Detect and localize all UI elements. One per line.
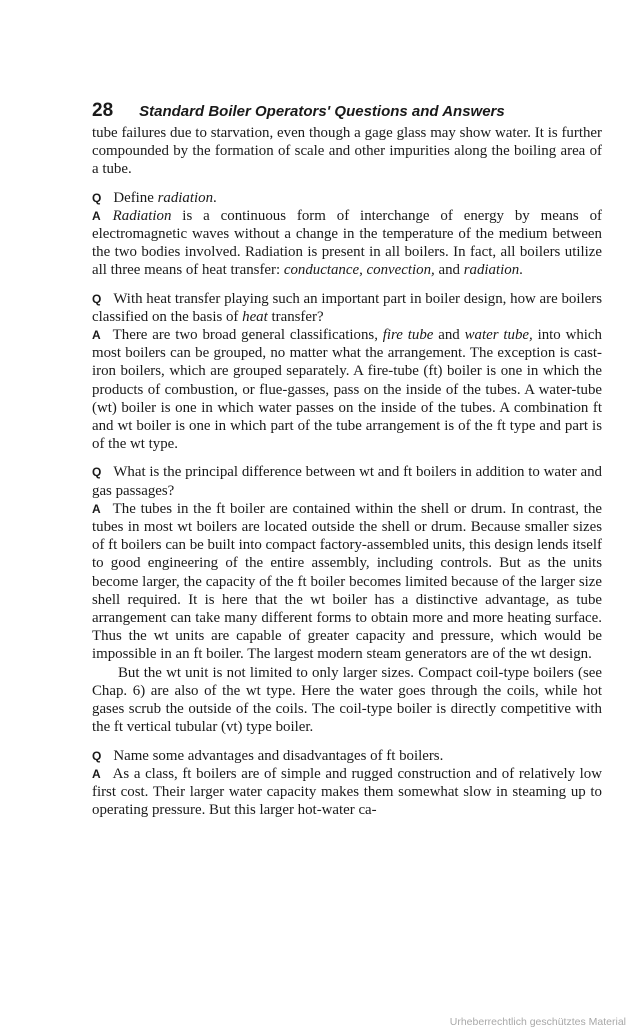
answer-classification xyxy=(92,326,602,453)
question-text-c: . xyxy=(213,189,217,206)
running-title: Standard Boiler Operators' Questions and Answers xyxy=(139,103,505,120)
answer-term: water tube, xyxy=(464,327,533,344)
question-term: radiation xyxy=(157,189,214,206)
answer-marker: A xyxy=(92,208,101,223)
answer-text: and xyxy=(434,262,464,279)
answer-text: . xyxy=(519,262,523,279)
answer-advantages xyxy=(92,765,602,820)
question-marker: Q xyxy=(92,291,102,306)
answer-difference xyxy=(92,500,602,664)
question-text: Name some advantages and disadvantages of ft boilers. xyxy=(113,747,444,764)
answer-term: radiation xyxy=(463,262,520,279)
continued-paragraph: tube failures due to starvation, even though a gage glass may show water. It is further compounded by the formation of scale and other impurities along the boiling area of a tube. xyxy=(92,125,602,178)
answer-term: fire tube xyxy=(382,327,434,344)
answer-term: conductance, convection, xyxy=(283,262,435,279)
answer-text: into which most boilers can be grouped, no matter what the arrangement. The exception is cast-iron boilers, which are grouped separately. A fire-tube (ft) boiler is one in which the products of combustion, or flue-gasses, pass on the inside of the tubes. A water-tube (wt) boiler is one in which water passes on the inside of the tubes. A combination ft and wt boiler is one in which part of the tube arrangement is of the ft type and part is of the wt type. xyxy=(92,327,602,453)
copyright-watermark: Urheberrechtlich geschütztes Material xyxy=(449,1016,626,1028)
question-define-radiation xyxy=(92,189,602,207)
question-text: With heat transfer playing such an important part in boiler design, how are boilers classified on the basis of xyxy=(92,290,602,325)
book-page xyxy=(92,100,602,819)
answer-text: The tubes in the ft boiler are contained within the shell or drum. In contrast, the tubes in most wt boilers are located outside the shell or drum. Because smaller sizes of ft boilers can be built into compact factory-assembled units, this design lends itself to good engineering of the entire assembly, including controls. But as the units become larger, the capacity of the ft boiler becomes limited because of the larger size shell required. It is here that the wt boiler has a distinctive advantage, as tube arrangement can take many different forms to obtain more and more heating surface. Thus the wt units are capable of greater capacity and pressure, which would be impossible in an ft boiler. The largest modern steam generators are of the wt design. xyxy=(92,500,602,663)
answer-term: Radiation xyxy=(112,207,172,224)
question-marker: Q xyxy=(92,465,102,480)
answer-difference-continued: But the wt unit is not limited to only larger sizes. Compact coil-type boilers (see Chap. 6) are also of the wt type. Here the water goes through the coils, while hot gases scrub the outside of the coils. The coil-type boiler is directly competitive with the ft vertical tubular (vt) type boiler. xyxy=(92,664,602,736)
question-difference xyxy=(92,463,602,499)
answer-text: is a continuous form of interchange of energy by means of electromagnetic waves without a change in the temperature of the medium between the two bodies involved. Radiation is present in all boilers. In fact, all boilers utilize all three means of heat transfer: xyxy=(92,207,602,279)
answer-text: As a class, ft boilers are of simple and rugged construction and of relatively low first cost. Their larger water capacity makes them somewhat slow in steaming up to operating pressure. But this larger hot-water ca- xyxy=(92,765,602,819)
answer-marker: A xyxy=(92,501,101,516)
answer-radiation xyxy=(92,207,602,280)
question-advantages xyxy=(92,747,602,765)
page-header xyxy=(92,100,602,122)
answer-text: There are two broad general classifications, xyxy=(112,327,383,344)
question-marker: Q xyxy=(92,748,102,763)
answer-text: and xyxy=(433,327,465,344)
question-term: heat xyxy=(242,308,268,325)
question-text-a: Define xyxy=(113,189,158,206)
question-marker: Q xyxy=(92,190,102,205)
question-classification xyxy=(92,290,602,326)
question-text: What is the principal difference between wt and ft boilers in addition to water and gas passages? xyxy=(92,464,602,499)
question-text: transfer? xyxy=(267,308,324,325)
answer-marker: A xyxy=(92,328,101,343)
page-number: 28 xyxy=(92,100,114,121)
answer-marker: A xyxy=(92,766,101,781)
